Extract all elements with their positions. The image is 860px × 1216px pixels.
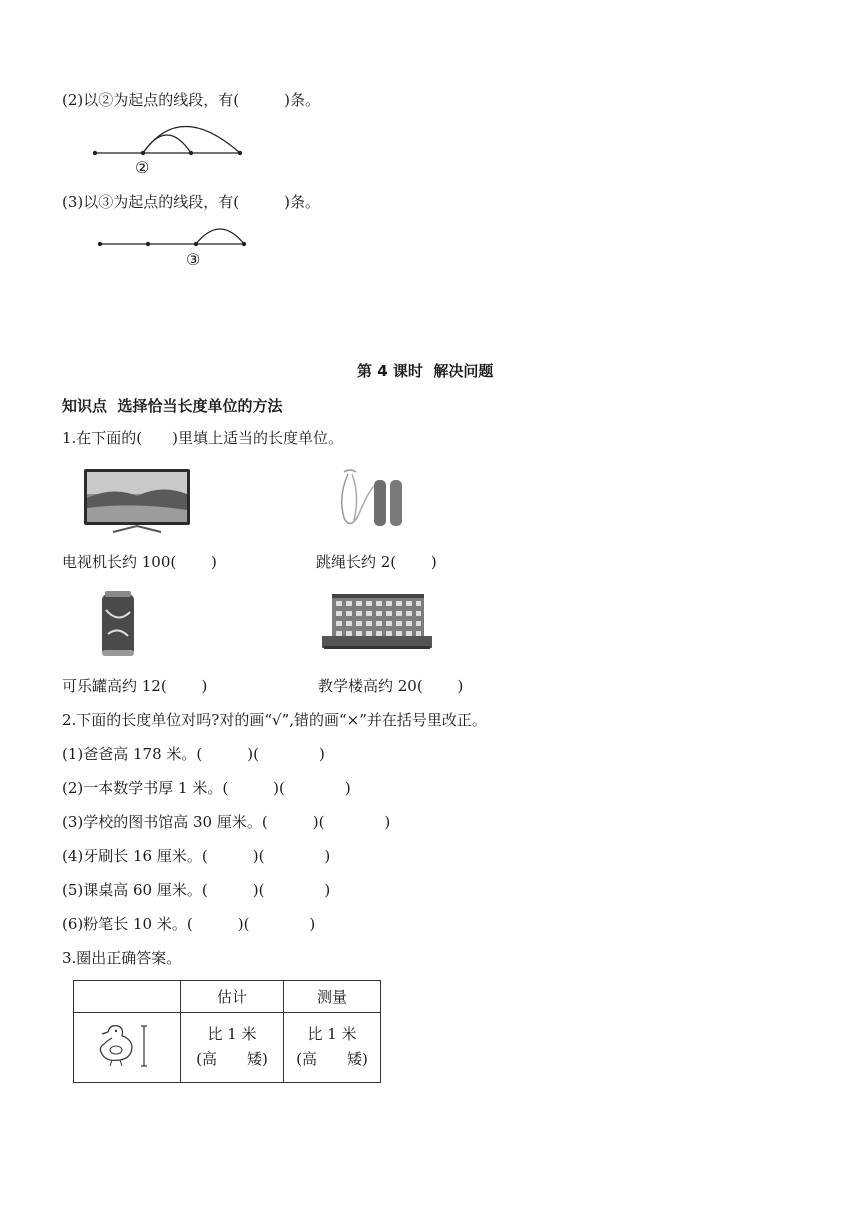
exercise-2-item-1: (1)爸爸高 178 米。( )( )	[62, 745, 325, 763]
duck-cell	[74, 1013, 181, 1083]
question-3-text: (3)以③为起点的线段，有( )条。	[62, 193, 320, 211]
tv-question: 电视机长约 100( )	[62, 553, 217, 571]
header-measure: 测量	[284, 981, 381, 1013]
exercise-2-item-2: (2)一本数学书厚 1 米。( )( )	[62, 779, 351, 797]
tv-image	[83, 468, 191, 538]
estimate-cell-text: 比 1 米	[207, 1024, 257, 1043]
cola-can-image	[100, 590, 136, 660]
estimate-cell	[181, 1013, 284, 1083]
point-label-3: ③	[186, 250, 201, 269]
cola-can-question: 可乐罐高约 12( )	[62, 677, 208, 695]
estimate-cell-options[interactable]: (高 矮)	[196, 1049, 268, 1068]
knowledge-point-heading: 知识点 选择恰当长度单位的方法	[62, 397, 283, 415]
school-building-image	[322, 590, 432, 652]
point-label-2: ②	[135, 158, 150, 177]
exercise-1-text: 1.在下面的( )里填上适当的长度单位。	[62, 429, 344, 447]
table-empty-header	[74, 981, 181, 1013]
exercise-2-item-6: (6)粉笔长 10 米。( )( )	[62, 915, 316, 933]
question-2-text: (2)以②为起点的线段，有( )条。	[62, 91, 320, 109]
school-building-question: 教学楼高约 20( )	[318, 677, 464, 695]
lesson-title: 第 4 课时 解决问题	[357, 362, 494, 380]
duck-icon	[92, 1020, 162, 1072]
measure-cell-text: 比 1 米	[307, 1024, 357, 1043]
exercise-2-item-3: (3)学校的图书馆高 30 厘米。( )( )	[62, 813, 391, 831]
exercise-3-text: 3.圈出正确答案。	[62, 949, 182, 967]
header-estimate: 估计	[181, 981, 284, 1013]
answer-table	[73, 980, 381, 1083]
jump-rope-question: 跳绳长约 2( )	[316, 553, 437, 571]
measure-cell-options[interactable]: (高 矮)	[296, 1049, 368, 1068]
exercise-2-item-5: (5)课桌高 60 厘米。( )( )	[62, 881, 331, 899]
jump-rope-image	[330, 466, 410, 532]
exercise-2-item-4: (4)牙刷长 16 厘米。( )( )	[62, 847, 331, 865]
exercise-2-text: 2.下面的长度单位对吗?对的画“√”,错的画“×”并在括号里改正。	[62, 711, 487, 729]
measure-cell	[284, 1013, 381, 1083]
